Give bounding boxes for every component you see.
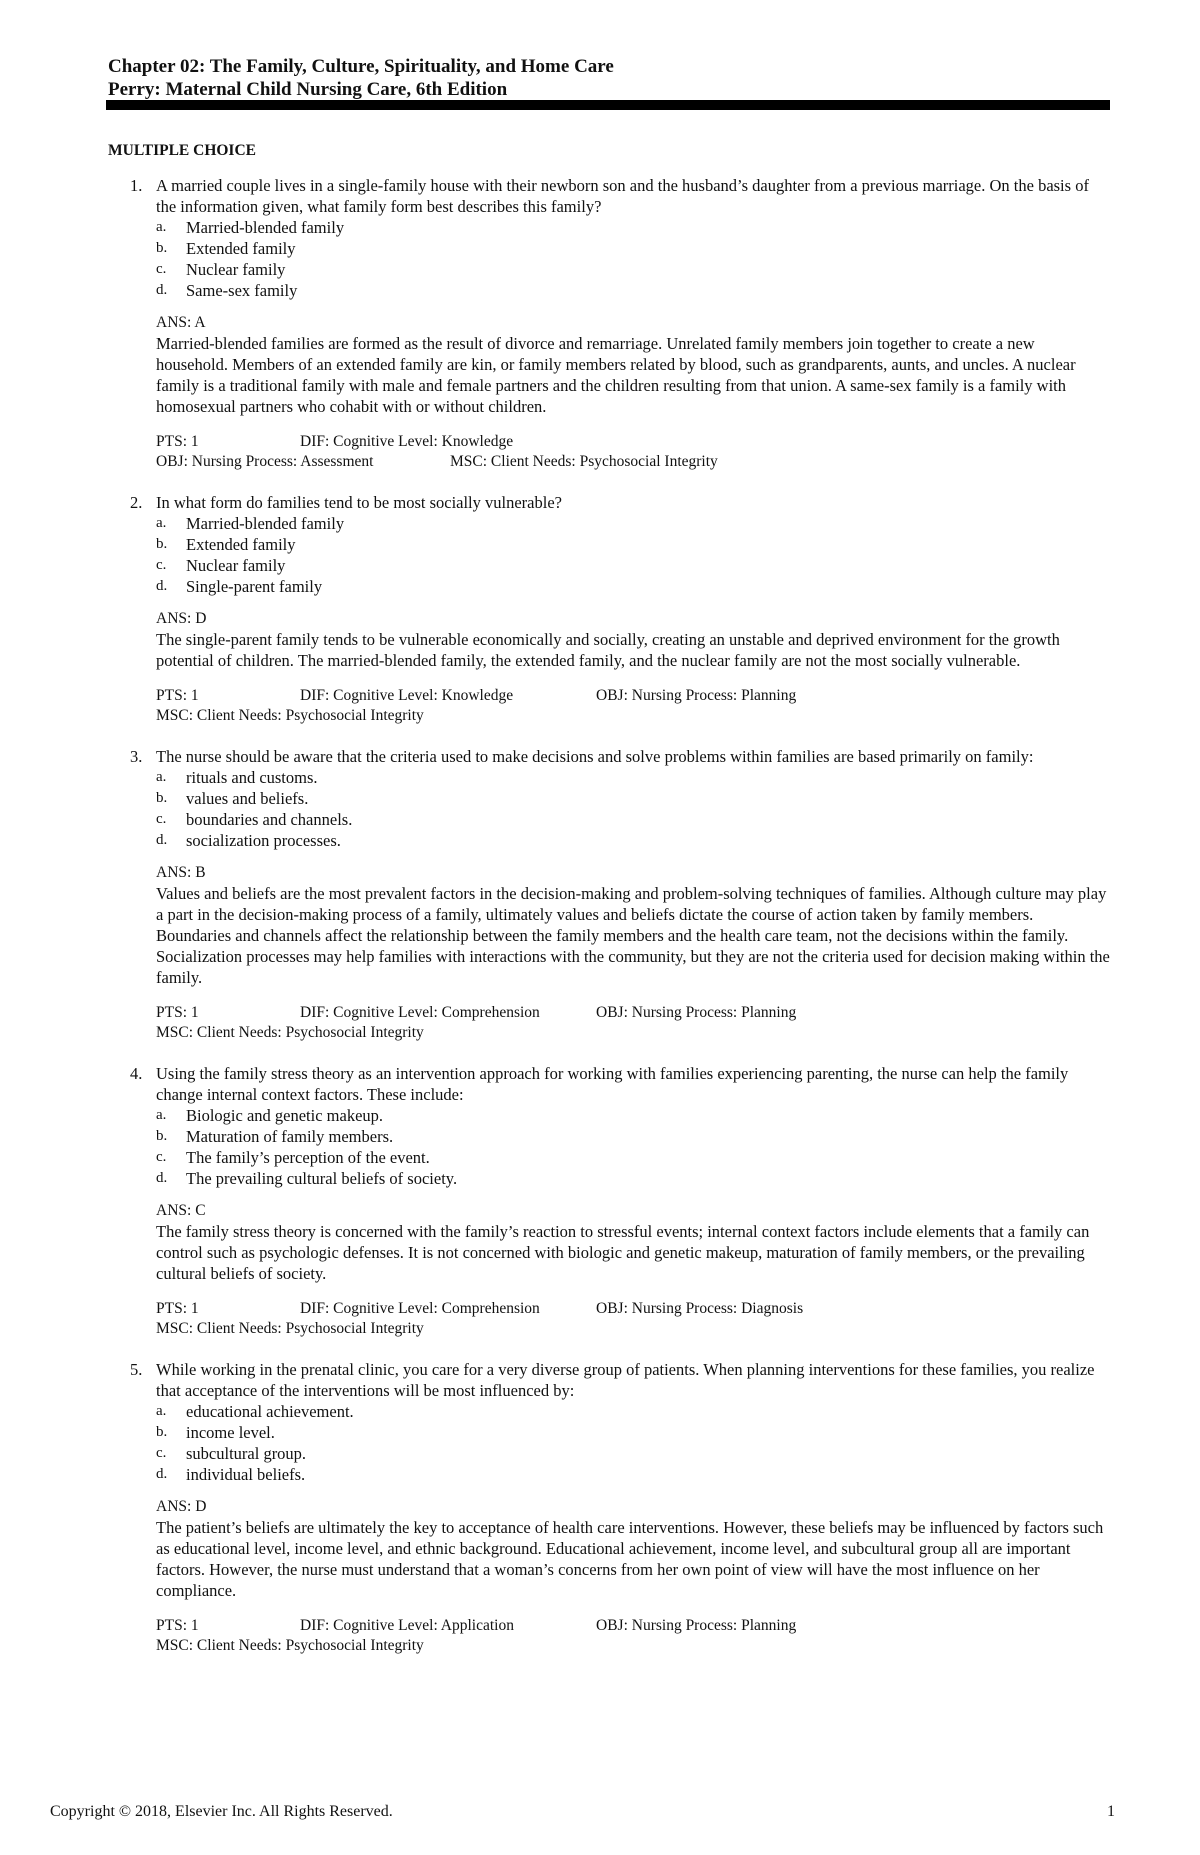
question-stem: Using the family stress theory as an intervention approach for working with families experiencing parenting, the nurse can help the family change internal context factors. These include:	[156, 1064, 1069, 1104]
option-letter: d.	[156, 1170, 168, 1186]
option-text: Married-blended family	[186, 514, 345, 533]
header-rule	[106, 100, 1110, 110]
meta-dif: DIF: Cognitive Level: Comprehension	[300, 1300, 540, 1317]
answer-key: ANS: D	[156, 1498, 207, 1515]
meta-msc: MSC: Client Needs: Psychosocial Integrity	[156, 1320, 424, 1337]
chapter-title: Chapter 02: The Family, Culture, Spirituality, and Home Care	[108, 56, 614, 77]
meta-dif: DIF: Cognitive Level: Application	[300, 1617, 514, 1634]
option-b	[156, 1126, 1110, 1147]
meta-obj: OBJ: Nursing Process: Planning	[596, 687, 797, 704]
section-title: MULTIPLE CHOICE	[108, 142, 256, 159]
option-letter: a.	[156, 769, 167, 785]
option-text: educational achievement.	[186, 1402, 354, 1421]
question-stem: In what form do families tend to be most socially vulnerable?	[156, 493, 562, 512]
rationale: The family stress theory is concerned with the family’s reaction to stressful events; internal context factors include elements that a family can control such as psychologic defenses. It is not concerned with biologic and genetic makeup, maturation of family members, or the prevailing cultural beliefs of society.	[156, 1222, 1090, 1283]
question-meta	[156, 1299, 1110, 1339]
option-a	[156, 1401, 1110, 1422]
copyright-notice: Copyright © 2018, Elsevier Inc. All Rights Reserved.	[50, 1803, 393, 1820]
question-1	[108, 175, 1110, 472]
meta-msc: MSC: Client Needs: Psychosocial Integrity	[156, 1024, 424, 1041]
option-b	[156, 1422, 1110, 1443]
option-letter: b.	[156, 1424, 168, 1440]
option-c	[156, 1443, 1110, 1464]
option-letter: d.	[156, 832, 168, 848]
question-3	[108, 746, 1110, 1043]
option-text: Maturation of family members.	[186, 1127, 394, 1146]
meta-msc: MSC: Client Needs: Psychosocial Integrity	[156, 707, 424, 724]
option-text: Same-sex family	[186, 281, 298, 300]
option-text: Extended family	[186, 535, 296, 554]
question-stem: The nurse should be aware that the criteria used to make decisions and solve problems within families are based primarily on family:	[156, 747, 1034, 766]
meta-obj: OBJ: Nursing Process: Diagnosis	[596, 1300, 804, 1317]
meta-dif: DIF: Cognitive Level: Comprehension	[300, 1004, 540, 1021]
option-d	[156, 280, 1110, 301]
option-text: socialization processes.	[186, 831, 341, 850]
answer-key: ANS: B	[156, 864, 206, 881]
option-text: individual beliefs.	[186, 1465, 306, 1484]
question-number: 1.	[130, 176, 143, 195]
option-letter: d.	[156, 282, 168, 298]
question-4	[108, 1063, 1110, 1339]
option-a	[156, 513, 1110, 534]
option-b	[156, 534, 1110, 555]
option-text: Extended family	[186, 239, 296, 258]
book-title: Perry: Maternal Child Nursing Care, 6th Edition	[108, 79, 508, 100]
option-c	[156, 809, 1110, 830]
question-meta	[156, 432, 1110, 472]
option-letter: c.	[156, 1149, 167, 1165]
question-5	[108, 1359, 1110, 1656]
meta-pts: PTS: 1	[156, 687, 199, 704]
question-stem: A married couple lives in a single-family house with their newborn son and the husband’s daughter from a previous marriage. On the basis of the information given, what family form best describes this family?	[156, 176, 1089, 216]
option-letter: c.	[156, 261, 167, 277]
meta-obj: OBJ: Nursing Process: Planning	[596, 1004, 797, 1021]
option-letter: c.	[156, 1445, 167, 1461]
option-a	[156, 217, 1110, 238]
option-d	[156, 1464, 1110, 1485]
option-text: boundaries and channels.	[186, 810, 353, 829]
meta-obj: OBJ: Nursing Process: Planning	[596, 1617, 797, 1634]
option-text: Nuclear family	[186, 260, 286, 279]
option-letter: a.	[156, 1403, 167, 1419]
question-meta	[156, 686, 1110, 726]
option-letter: c.	[156, 557, 167, 573]
rationale: The single-parent family tends to be vulnerable economically and socially, creating an unstable and deprived environment for the growth potential of children. The married-blended family, the extended family, and the nuclear family are not the most socially vulnerable.	[156, 630, 1060, 670]
meta-pts: PTS: 1	[156, 1004, 199, 1021]
question-number: 3.	[130, 747, 143, 766]
option-text: The family’s perception of the event.	[186, 1148, 430, 1167]
meta-pts: PTS: 1	[156, 433, 199, 450]
option-letter: b.	[156, 790, 168, 806]
option-letter: b.	[156, 1128, 168, 1144]
answer-key: ANS: A	[156, 314, 206, 331]
option-d	[156, 576, 1110, 597]
option-text: values and beliefs.	[186, 789, 309, 808]
option-text: The prevailing cultural beliefs of society.	[186, 1169, 458, 1188]
option-text: Nuclear family	[186, 556, 286, 575]
rationale: Values and beliefs are the most prevalent factors in the decision-making and problem-solving techniques of families. Although culture may play a part in the decision-making process of a family, ultimately values and beliefs dictate the course of action taken by family members. Boundaries and channels affect the relationship between the family members and the health care team, not the decisions within the family. Socialization processes may help families with interactions with the community, but they are not the criteria used for decision making within the family.	[156, 884, 1110, 987]
option-letter: a.	[156, 1107, 167, 1123]
option-text: Single-parent family	[186, 577, 323, 596]
rationale: The patient’s beliefs are ultimately the key to acceptance of health care interventions. However, these beliefs may be influenced by factors such as educational level, income level, and ethnic background. Educational achievement, income level, and subcultural group all are important factors. However, the nurse must understand that a woman’s concerns from her own point of view will have the most influence on her compliance.	[156, 1518, 1104, 1600]
option-letter: d.	[156, 578, 168, 594]
rationale: Married-blended families are formed as the result of divorce and remarriage. Unrelated family members join together to create a new household. Members of an extended family are kin, or family members related by blood, such as grandparents, aunts, and uncles. A nuclear family is a traditional family with male and female partners and the children resulting from that union. A same-sex family is a family with homosexual partners who cohabit with or without children.	[156, 334, 1076, 416]
option-c	[156, 259, 1110, 280]
option-b	[156, 238, 1110, 259]
option-d	[156, 1168, 1110, 1189]
option-letter: b.	[156, 240, 168, 256]
option-letter: a.	[156, 515, 167, 531]
option-letter: d.	[156, 1466, 168, 1482]
option-b	[156, 788, 1110, 809]
option-c	[156, 555, 1110, 576]
meta-msc: MSC: Client Needs: Psychosocial Integrity	[450, 453, 718, 470]
question-number: 5.	[130, 1360, 143, 1379]
meta-pts: PTS: 1	[156, 1617, 199, 1634]
question-meta	[156, 1003, 1110, 1043]
answer-key: ANS: D	[156, 610, 207, 627]
question-number: 2.	[130, 493, 143, 512]
question-2	[108, 492, 1110, 726]
answer-key: ANS: C	[156, 1202, 206, 1219]
option-letter: c.	[156, 811, 167, 827]
option-text: Biologic and genetic makeup.	[186, 1106, 384, 1125]
page-number: 1	[1107, 1803, 1115, 1820]
meta-pts: PTS: 1	[156, 1300, 199, 1317]
meta-msc: MSC: Client Needs: Psychosocial Integrity	[156, 1637, 424, 1654]
option-text: Married-blended family	[186, 218, 345, 237]
option-a	[156, 1105, 1110, 1126]
option-letter: a.	[156, 219, 167, 235]
document-header	[108, 55, 1108, 101]
option-c	[156, 1147, 1110, 1168]
option-d	[156, 830, 1110, 851]
meta-obj: OBJ: Nursing Process: Assessment	[156, 453, 374, 470]
question-stem: While working in the prenatal clinic, you care for a very diverse group of patients. When planning interventions for these families, you realize that acceptance of the interventions will be most influenced by:	[156, 1360, 1095, 1400]
question-list	[108, 175, 1110, 1656]
option-letter: b.	[156, 536, 168, 552]
question-meta	[156, 1616, 1110, 1656]
option-a	[156, 767, 1110, 788]
option-text: rituals and customs.	[186, 768, 318, 787]
option-text: income level.	[186, 1423, 275, 1442]
meta-dif: DIF: Cognitive Level: Knowledge	[300, 433, 514, 450]
meta-dif: DIF: Cognitive Level: Knowledge	[300, 687, 514, 704]
question-number: 4.	[130, 1064, 143, 1083]
option-text: subcultural group.	[186, 1444, 307, 1463]
